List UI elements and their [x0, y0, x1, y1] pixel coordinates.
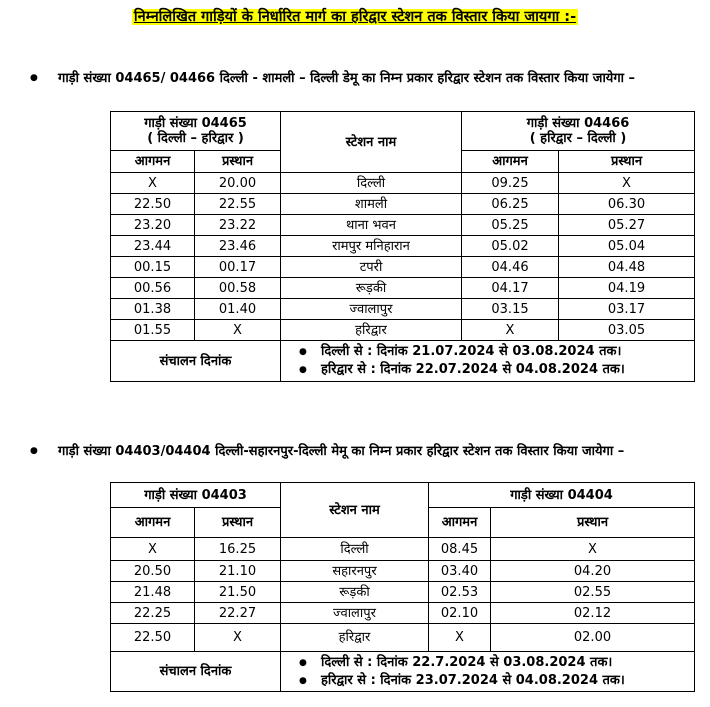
- departure-cell: 00.17: [195, 257, 281, 278]
- departure-header: प्रस्थान: [559, 151, 695, 173]
- departure-cell: 02.00: [491, 624, 695, 652]
- section2-intro: गाड़ी संख्या 04403/04404 दिल्ली-सहारनपुर-दिल्ली मेमू का निम्न प्रकार हरिद्वार स्टेशन तक विस्तार किया जायेगा –: [58, 444, 625, 459]
- station-cell: रामपुर मनिहारान: [281, 236, 462, 257]
- station-cell: थाना भवन: [281, 215, 462, 236]
- departure-cell: 22.55: [195, 194, 281, 215]
- arrival-cell: 00.15: [111, 257, 195, 278]
- page-heading: [0, 6, 710, 26]
- station-cell: हरिद्वार: [281, 320, 462, 341]
- arrival-cell: 00.56: [111, 278, 195, 299]
- departure-cell: 23.46: [195, 236, 281, 257]
- right-train-route: ( हरिद्वार – दिल्ली ): [529, 131, 627, 146]
- arrival-header: आगमन: [111, 508, 195, 538]
- departure-cell: 20.00: [195, 173, 281, 194]
- right-train-number: गाड़ी संख्या 04466: [526, 116, 630, 131]
- departure-cell: 02.55: [491, 582, 695, 603]
- arrival-cell: 21.48: [111, 582, 195, 603]
- departure-header: प्रस्थान: [195, 508, 281, 538]
- departure-cell: 16.25: [195, 538, 281, 561]
- arrival-cell: 08.45: [429, 538, 491, 561]
- table-row: [111, 320, 695, 341]
- arrival-cell: 22.50: [111, 624, 195, 652]
- arrival-cell: X: [429, 624, 491, 652]
- arrival-cell: 01.38: [111, 299, 195, 320]
- ops-date-notes: [281, 341, 695, 382]
- arrival-cell: 23.20: [111, 215, 195, 236]
- departure-cell: 03.17: [559, 299, 695, 320]
- departure-cell: 06.30: [559, 194, 695, 215]
- arrival-cell: 04.46: [462, 257, 559, 278]
- arrival-cell: X: [111, 173, 195, 194]
- ops-date-notes: [281, 652, 695, 692]
- section1-intro: गाड़ी संख्या 04465/ 04466 दिल्ली - शामली – दिल्ली डेमू का निम्न प्रकार हरिद्वार स्टेशन तक विस्तार किया जायेगा –: [58, 71, 636, 86]
- bullet-icon: ●: [30, 73, 38, 83]
- station-cell: शामली: [281, 194, 462, 215]
- arrival-cell: 23.44: [111, 236, 195, 257]
- departure-header: प्रस्थान: [195, 151, 281, 173]
- bullet-icon: ●: [299, 675, 307, 686]
- station-cell: हरिद्वार: [281, 624, 429, 652]
- arrival-cell: 02.53: [429, 582, 491, 603]
- left-train-route: ( दिल्ली – हरिद्वार ): [147, 131, 244, 146]
- departure-cell: X: [559, 173, 695, 194]
- station-cell: दिल्ली: [281, 538, 429, 561]
- departure-cell: 04.48: [559, 257, 695, 278]
- arrival-cell: 20.50: [111, 561, 195, 582]
- departure-cell: X: [195, 320, 281, 341]
- station-cell: ज्वालापुर: [281, 299, 462, 320]
- arrival-cell: X: [111, 538, 195, 561]
- departure-cell: 04.19: [559, 278, 695, 299]
- arrival-cell: 05.02: [462, 236, 559, 257]
- table-row: [111, 603, 695, 624]
- departure-cell: 05.27: [559, 215, 695, 236]
- departure-cell: 21.10: [195, 561, 281, 582]
- timetable-04403-04404: [110, 482, 695, 692]
- departure-header: प्रस्थान: [491, 508, 695, 538]
- station-cell: रूड़की: [281, 278, 462, 299]
- table-row: [111, 278, 695, 299]
- table-row: [111, 538, 695, 561]
- left-train-number: गाड़ी संख्या 04403: [111, 483, 281, 508]
- departure-cell: 21.50: [195, 582, 281, 603]
- table-row: [111, 582, 695, 603]
- ops-note: ● हरिद्वार से : दिनांक 23.07.2024 से 04.08.2024 तक।: [299, 672, 625, 688]
- departure-cell: 02.12: [491, 603, 695, 624]
- arrival-header: आगमन: [462, 151, 559, 173]
- arrival-header: आगमन: [429, 508, 491, 538]
- bullet-icon: ●: [299, 657, 307, 668]
- departure-cell: 03.05: [559, 320, 695, 341]
- station-header: स्टेशन नाम: [281, 112, 462, 173]
- timetable-04465-04466: [110, 111, 695, 382]
- station-cell: दिल्ली: [281, 173, 462, 194]
- table-row: [111, 236, 695, 257]
- arrival-cell: 05.25: [462, 215, 559, 236]
- heading-text: निम्नलिखित गाड़ियों के निर्धारित मार्ग का हरिद्वार स्टेशन तक विस्तार किया जायगा :-: [133, 9, 577, 25]
- arrival-cell: 04.17: [462, 278, 559, 299]
- station-header: स्टेशन नाम: [281, 483, 429, 538]
- arrival-cell: 03.15: [462, 299, 559, 320]
- departure-cell: X: [195, 624, 281, 652]
- arrival-cell: 01.55: [111, 320, 195, 341]
- arrival-cell: 22.25: [111, 603, 195, 624]
- arrival-cell: X: [462, 320, 559, 341]
- right-train-number: गाड़ी संख्या 04404: [429, 483, 695, 508]
- left-train-header: [111, 112, 281, 151]
- ops-note: ● दिल्ली से : दिनांक 22.7.2024 से 03.08.2024 तक।: [299, 654, 613, 670]
- departure-cell: 04.20: [491, 561, 695, 582]
- table-row: [111, 194, 695, 215]
- bullet-icon: ●: [30, 446, 38, 456]
- table-row: [111, 173, 695, 194]
- bullet-icon: ●: [299, 347, 307, 357]
- departure-cell: 22.27: [195, 603, 281, 624]
- table-row: [111, 299, 695, 320]
- station-cell: सहारनपुर: [281, 561, 429, 582]
- arrival-cell: 09.25: [462, 173, 559, 194]
- departure-cell: 23.22: [195, 215, 281, 236]
- right-train-header: [462, 112, 695, 151]
- table-row: [111, 257, 695, 278]
- table-row: [111, 215, 695, 236]
- bullet-icon: ●: [299, 365, 307, 375]
- arrival-cell: 03.40: [429, 561, 491, 582]
- departure-cell: 00.58: [195, 278, 281, 299]
- ops-date-label: संचालन दिनांक: [111, 652, 281, 692]
- ops-note: ● हरिद्वार से : दिनांक 22.07.2024 से 04.08.2024 तक।: [299, 362, 625, 377]
- arrival-cell: 06.25: [462, 194, 559, 215]
- arrival-cell: 02.10: [429, 603, 491, 624]
- table-row: [111, 561, 695, 582]
- ops-date-label: संचालन दिनांक: [111, 341, 281, 382]
- station-cell: टपरी: [281, 257, 462, 278]
- departure-cell: 05.04: [559, 236, 695, 257]
- arrival-header: आगमन: [111, 151, 195, 173]
- ops-note: ● दिल्ली से : दिनांक 21.07.2024 से 03.08.2024 तक।: [299, 344, 622, 359]
- departure-cell: 01.40: [195, 299, 281, 320]
- left-train-number: गाड़ी संख्या 04465: [144, 116, 247, 131]
- departure-cell: X: [491, 538, 695, 561]
- station-cell: रूड़की: [281, 582, 429, 603]
- table-row: [111, 624, 695, 652]
- arrival-cell: 22.50: [111, 194, 195, 215]
- station-cell: ज्वालापुर: [281, 603, 429, 624]
